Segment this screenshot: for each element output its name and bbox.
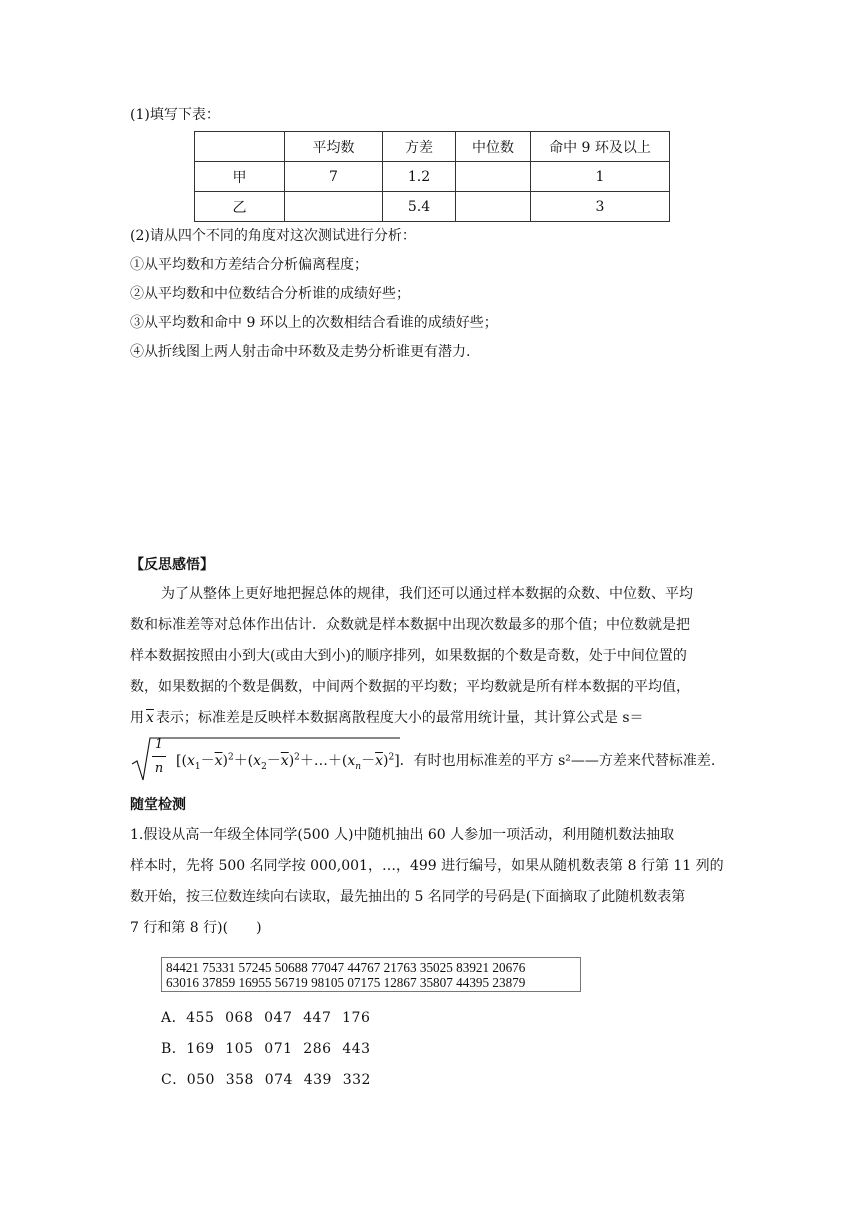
option-value: 332 — [342, 1072, 371, 1088]
table-cell: 1.2 — [383, 162, 456, 192]
part2-label: (2)请从四个不同的角度对这次测试进行分析： — [130, 228, 416, 244]
table-cell: 1 — [531, 162, 670, 192]
question-line: 7 行和第 8 行)( ) — [130, 920, 262, 936]
question-line: 样本时，先将 500 名同学按 000,001，…，499 进行编号，如果从随机数表第 8 行第 11 列的 — [130, 858, 724, 874]
reflection-line — [130, 708, 644, 728]
question-line: 1.假设从高一年级全体同学(500 人)中随机抽出 60 人参加一项活动，利用随机数法抽取 — [130, 827, 675, 843]
table-header-cell: 命中 9 环及以上 — [531, 132, 670, 162]
reflection-line: 数和标准差等对总体作出估计．众数就是样本数据中出现次数最多的那个值；中位数就是把 — [130, 617, 690, 633]
fraction-bar — [152, 756, 166, 757]
reflection-line: 数，如果数据的个数是偶数，中间两个数据的平均数；平均数就是所有样本数据的平均值， — [130, 679, 690, 695]
option-label: A． — [161, 1010, 187, 1026]
random-row: 63016 37859 16955 56719 98105 07175 12867 35807 44395 23879 — [166, 975, 526, 990]
option-value: 050 — [186, 1072, 215, 1088]
mean-symbol: $\overline{x}$ — [146, 710, 154, 726]
option-value: 071 — [264, 1041, 293, 1057]
option-value: 447 — [303, 1010, 332, 1026]
table-header-cell — [195, 132, 285, 162]
option-a[interactable] — [161, 1007, 381, 1027]
option-value: 074 — [264, 1072, 293, 1088]
reflection-line5-suffix: 表示；标准差是反映样本数据离散程度大小的最常用统计量，其计算公式是 s＝ — [155, 710, 644, 726]
option-value: 286 — [303, 1041, 332, 1057]
table-cell — [456, 192, 531, 222]
table-row — [195, 162, 670, 192]
part1-label: (1)填写下表： — [130, 107, 220, 123]
table-cell — [285, 192, 383, 222]
std-dev-formula — [130, 734, 750, 784]
random-number-table — [161, 957, 581, 992]
option-value: 047 — [264, 1010, 293, 1026]
table-cell: 5.4 — [383, 192, 456, 222]
analysis-item: ③从平均数和命中 9 环以上的次数相结合看谁的成绩好些； — [130, 315, 498, 331]
formula-expression: $[(x_1-\overline{x})^2+(x_2-\overline{x})^2+\dots+(x_n-\overline{x})^2]$．有时也用标准差的平方 s²——方差来代替标准差. — [176, 752, 716, 772]
table-cell: 乙 — [195, 192, 285, 222]
reflection-line: 为了从整体上更好地把握总体的规律，我们还可以通过样本数据的众数、中位数、平均 — [161, 586, 693, 602]
table-row — [195, 192, 670, 222]
table-cell: 甲 — [195, 162, 285, 192]
table-header-cell: 平均数 — [285, 132, 383, 162]
option-value: 169 — [186, 1041, 215, 1057]
option-c[interactable] — [161, 1069, 382, 1089]
option-value: 455 — [186, 1010, 215, 1026]
table-header-cell: 中位数 — [456, 132, 531, 162]
reflection-line5-prefix: 用 — [130, 710, 144, 726]
table-cell: 3 — [531, 192, 670, 222]
option-value: 358 — [225, 1072, 254, 1088]
option-value: 105 — [225, 1041, 254, 1057]
fraction-numerator: 1 — [154, 737, 164, 752]
analysis-item: ④从折线图上两人射击命中环数及走势分析谁更有潜力. — [130, 344, 471, 360]
stats-table — [194, 131, 670, 222]
option-value: 443 — [342, 1041, 371, 1057]
fraction-denominator: n — [154, 761, 164, 776]
option-label: B． — [161, 1041, 187, 1057]
table-header-cell: 方差 — [383, 132, 456, 162]
option-label: C． — [161, 1072, 187, 1088]
option-value: 068 — [225, 1010, 254, 1026]
question-line: 数开始，按三位数连续向右读取，最先抽出的 5 名同学的号码是(下面摘取了此随机数表第 — [130, 889, 686, 905]
table-header-row — [195, 132, 670, 162]
option-value: 176 — [342, 1010, 371, 1026]
reflection-title: 【反思感悟】 — [130, 557, 214, 573]
reflection-line: 样本数据按照由小到大(或由大到小)的顺序排列，如果数据的个数是奇数，处于中间位置的 — [130, 648, 687, 664]
table-cell: 7 — [285, 162, 383, 192]
option-b[interactable] — [161, 1038, 381, 1058]
quiz-title: 随堂检测 — [130, 797, 186, 813]
analysis-item: ②从平均数和中位数结合分析谁的成绩好些； — [130, 286, 410, 302]
table-cell — [456, 162, 531, 192]
analysis-item: ①从平均数和方差结合分析偏离程度； — [130, 257, 368, 273]
random-row: 84421 75331 57245 50688 77047 44767 21763 35025 83921 20676 — [166, 960, 526, 975]
option-value: 439 — [303, 1072, 332, 1088]
formula-tail: ]．有时也用标准差的平方 s²——方差来代替标准差. — [394, 753, 716, 769]
